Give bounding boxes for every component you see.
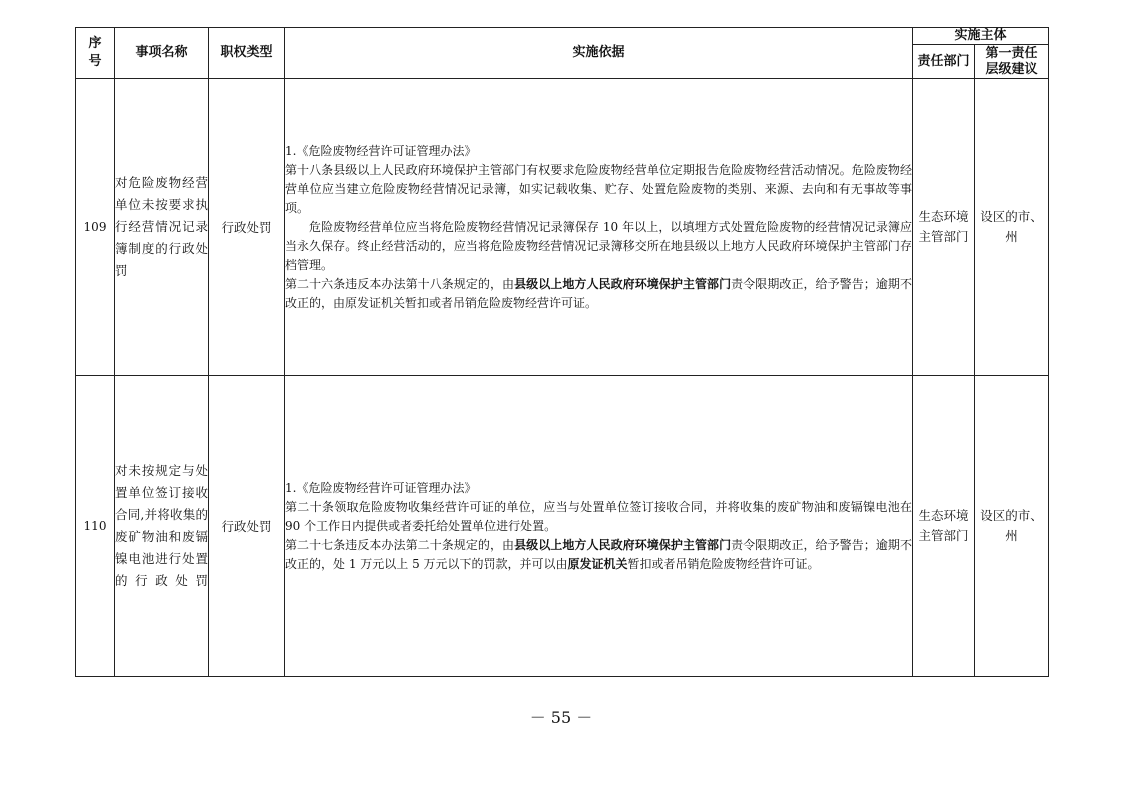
basis-article-20: 第二十条领取危险废物收集经营许可证的单位，应当与处置单位签订接收合同，并将收集的废矿物油和废镉镍电池在 90 个工作日内提供或者委托给处置单位进行处置。 <box>285 499 912 533</box>
basis-article-18-para-2: 危险废物经营单位应当将危险废物经营情况记录簿保存 10 年以上，以填埋方式处置危险废物的经营情况记录簿应当永久保存。终止经营活动的，应当将危险废物经营情况记录簿移交所在地县级以上地方人民政府环境保护主管部门存档管理。 <box>285 219 912 272</box>
basis-text: 暂扣或者吊销危险废物经营许可证。 <box>627 556 820 571</box>
basis-text: 责令限期改正，给予警告；逾期不改正的，处 1 万元以上 5 万元以下的罚款，并可以由 <box>285 537 912 571</box>
header-level-line-1: 第一责任 <box>985 45 1038 61</box>
header-item-name: 事项名称 <box>115 28 209 79</box>
basis-text: 第二十六条违反本办法第十八条规定的，由 <box>285 276 515 291</box>
header-seq-char-1: 序 <box>88 36 102 51</box>
table-row <box>76 79 1049 376</box>
page-number: － 55 － <box>529 708 593 727</box>
basis-article-18: 第十八条县级以上人民政府环境保护主管部门有权要求危险废物经营单位定期报告危险废物经营活动情况。危险废物经营单位应当建立危险废物经营情况记录簿，如实记载收集、贮存、处置危险废物的类别、来源、去向和有无事故等事项。 <box>285 162 912 215</box>
row-item-name: 对未按规定与处置单位签订接收合同,并将收集的废矿物油和废镉镍电池进行处置的行政处罚 <box>115 376 209 677</box>
row-level: 设区的市、州 <box>975 79 1049 376</box>
basis-article-26 <box>285 275 912 313</box>
row-dept: 生态环境主管部门 <box>913 79 975 376</box>
header-basis: 实施依据 <box>285 28 913 79</box>
header-level <box>975 45 1049 79</box>
basis-authority-bold: 县级以上地方人民政府环境保护主管部门 <box>514 276 732 291</box>
header-subject: 实施主体 <box>913 28 1049 45</box>
basis-text: 责令限期改正，给予警告；逾期不改正的，由原发证机关暂扣或者吊销危险废物经营许可证。 <box>285 276 912 310</box>
header-seq-char-2: 号 <box>88 54 102 69</box>
basis-article-27 <box>285 536 912 574</box>
row-basis <box>285 376 913 677</box>
row-seq: 110 <box>76 376 115 677</box>
table-row <box>76 376 1049 677</box>
basis-law-title: 1.《危险废物经营许可证管理办法》 <box>285 480 477 495</box>
row-item-name: 对危险废物经营单位未按要求执行经营情况记录簿制度的行政处罚 <box>115 79 209 376</box>
header-level-line-2: 层级建议 <box>985 61 1038 77</box>
row-level: 设区的市、州 <box>975 376 1049 677</box>
header-power-type: 职权类型 <box>209 28 285 79</box>
basis-law-title: 1.《危险废物经营许可证管理办法》 <box>285 143 477 158</box>
basis-issuer-bold: 原发证机关 <box>567 556 628 571</box>
header-dept: 责任部门 <box>913 45 975 79</box>
row-seq: 109 <box>76 79 115 376</box>
row-power-type: 行政处罚 <box>209 79 285 376</box>
row-basis <box>285 79 913 376</box>
header-row-top <box>76 28 1049 45</box>
enforcement-items-table <box>75 27 1049 677</box>
row-dept: 生态环境主管部门 <box>913 376 975 677</box>
row-power-type: 行政处罚 <box>209 376 285 677</box>
header-seq <box>76 28 115 79</box>
basis-text: 第二十七条违反本办法第二十条规定的，由 <box>285 537 515 552</box>
basis-authority-bold: 县级以上地方人民政府环境保护主管部门 <box>514 537 732 552</box>
